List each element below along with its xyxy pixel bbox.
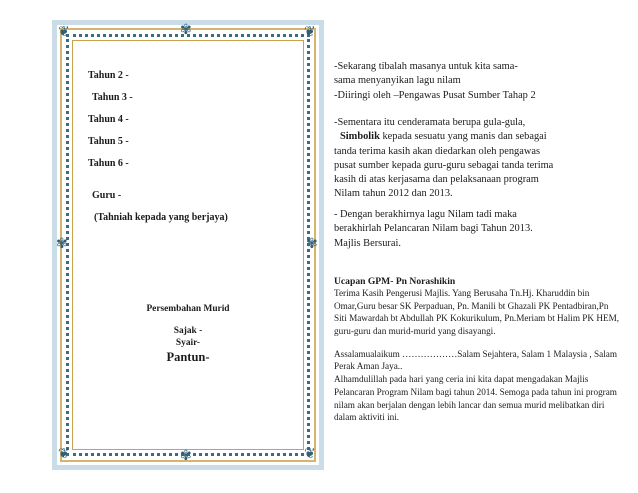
tahun-5-label: Tahun 5 - xyxy=(88,136,129,147)
border-flourish-icon: ✾ xyxy=(56,237,68,252)
tahun-2-label: Tahun 2 - xyxy=(88,70,129,81)
border-flourish-icon: ✾ xyxy=(180,23,192,38)
bersurai-text: - Dengan berakhirnya lagu Nilam tadi maka berakhirlah Pelancaran Nilam bagi Tahun 2013. Majlis Bersurai. xyxy=(334,209,533,249)
souvenir-rest-text: kepada sesuatu yang manis dan sebagai tanda terima kasih akan diedarkan oleh pengawas pusat sumber kepada guru-guru sebagai tanda terima kasih di atas kerjasama dan pelaksanaan program Nilam tahun 2012 dan 2013. xyxy=(334,131,554,200)
syair-label: Syair- xyxy=(175,338,201,348)
corner-ornament-icon: ❦ xyxy=(58,447,70,462)
tahun-4-label: Tahun 4 - xyxy=(88,114,129,125)
ucapan-closing: Alhamdulillah pada hari yang ceria ini kita dapat mengadakan Majlis Pelancaran Program Nilam bagi tahun 2014. Semoga pada tahun ini program nilam akan berjalan dengan lebih lancar dan semua murid melibatkan diri dalam aktiviti ini. xyxy=(334,374,617,423)
ucapan-body: Terima Kasih Pengerusi Majlis. Yang Berusaha Tn.Hj. Kharuddin bin Omar,Guru besar SK Perpaduan, Pn. Manili bt Ghazali PK Pentadbiran,Pn Siti Mawardah bt Abdullah PK Kokurikulum, Pn.Meriam bt Halim PK HEM, guru-guru dan murid-murid yang disayangi. xyxy=(334,288,620,337)
corner-ornament-icon: ❦ xyxy=(304,25,316,40)
border-flourish-icon: ✾ xyxy=(180,449,192,464)
corner-ornament-icon: ❦ xyxy=(304,447,316,462)
tahun-6-label: Tahun 6 - xyxy=(88,158,129,169)
salam-text: Assalamualaikum ………………Salam Sejahtera, Salam 1 Malaysia , Salam Perak Aman Jaya.. xyxy=(334,348,617,372)
simbolik-bold-text: Simbolik xyxy=(340,131,380,143)
guru-label: Guru - xyxy=(92,190,122,201)
pantun-label: Pantun- xyxy=(166,350,210,364)
closing-paragraph xyxy=(334,208,634,251)
ucapan-section xyxy=(334,276,620,424)
border-flourish-icon: ✾ xyxy=(306,237,318,252)
sajak-label: Sajak - xyxy=(173,326,203,336)
persembahan-murid-heading: Persembahan Murid xyxy=(146,304,230,314)
souvenir-paragraph xyxy=(334,116,634,202)
tahun-3-label: Tahun 3 - xyxy=(92,92,133,103)
souvenir-prefix-text: -Sementara itu cenderamata berupa gula-gula, xyxy=(334,117,526,128)
tahniah-note: (Tahniah kepada yang berjaya) xyxy=(94,212,228,223)
closing-song-paragraph xyxy=(334,60,634,103)
closing-song-text: -Sekarang tibalah masanya untuk kita sama- sama menyanyikan lagu nilam -Diiringi oleh –Pengawas Pusat Sumber Tahap 2 xyxy=(334,61,536,101)
decorative-border-frame xyxy=(52,20,324,470)
ucapan-title: Ucapan GPM- Pn Norashikin xyxy=(334,276,456,287)
corner-ornament-icon: ❦ xyxy=(58,25,70,40)
